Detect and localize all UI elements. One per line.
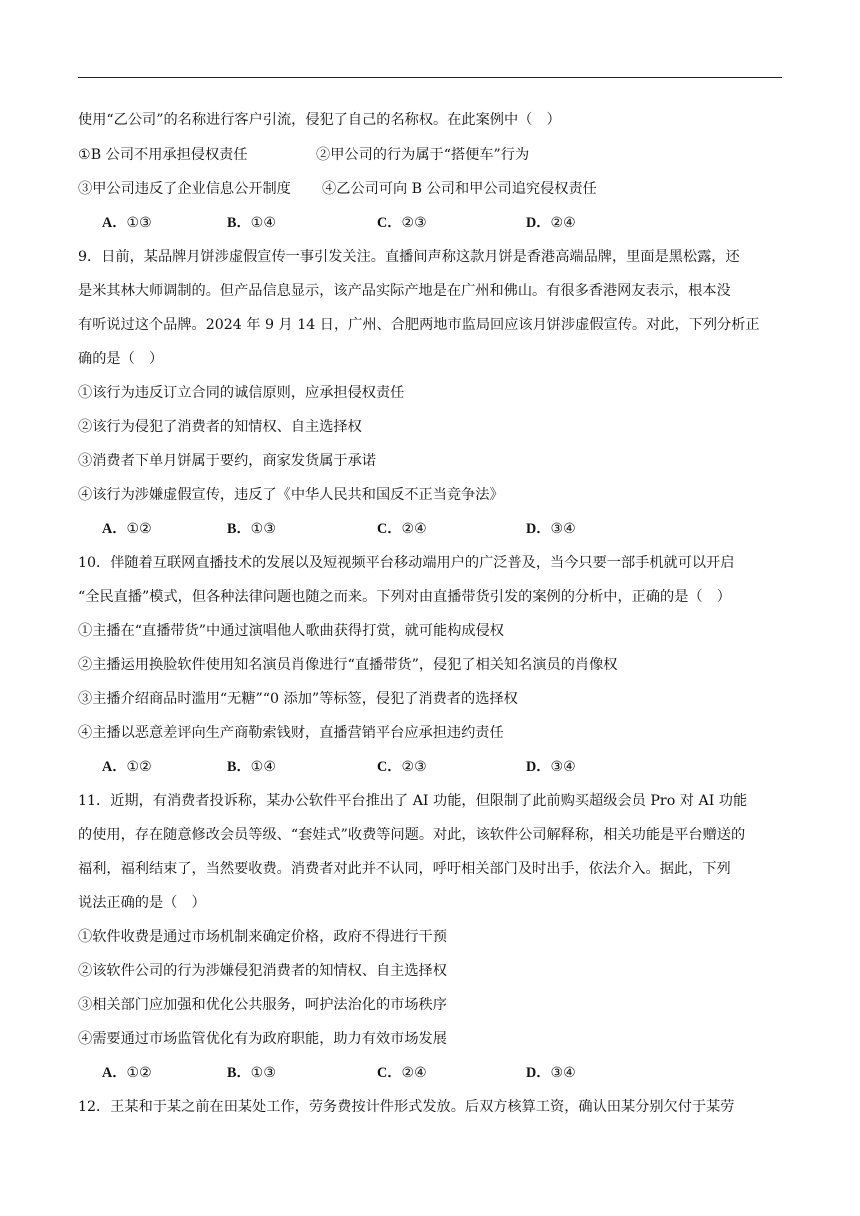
q10-statement-1: ①主播在“直播带货”中通过演唱他人歌曲获得打赏，就可能构成侵权	[78, 623, 504, 639]
option-d[interactable]: D．③④	[526, 521, 576, 537]
option-b[interactable]: B．①④	[227, 215, 277, 231]
option-a[interactable]: A．①②	[102, 759, 152, 775]
q11-statement-1: ①软件收费是通过市场机制来确定价格，政府不得进行干预	[78, 929, 447, 945]
q9-stem-line-1: 9．日前，某品牌月饼涉虚假宣传一事引发关注。直播间声称这款月饼是香港高端品牌，里面是黑松露，还	[78, 249, 740, 265]
option-c[interactable]: C．②④	[377, 1065, 427, 1081]
q9-statement-1: ①该行为违反订立合同的诚信原则，应承担侵权责任	[78, 385, 405, 401]
option-c[interactable]: C．②③	[377, 215, 427, 231]
q10-statement-4: ④主播以恶意差评向生产商勒索钱财，直播营销平台应承担违约责任	[78, 725, 504, 741]
q11-stem-line-2: 的使用，存在随意修改会员等级、“套娃式”收费等问题。对此，该软件公司解释称，相关功能是平台赠送的	[78, 827, 746, 843]
q10-statement-2: ②主播运用换脸软件使用知名演员肖像进行“直播带货”，侵犯了相关知名演员的肖像权	[78, 657, 618, 673]
q8-stem: 使用“乙公司”的名称进行客户引流，侵犯了自己的名称权。在此案例中（ ）	[78, 112, 561, 128]
option-d[interactable]: D．③④	[526, 759, 576, 775]
option-b[interactable]: B．①③	[227, 1065, 277, 1081]
q11-statement-3: ③相关部门应加强和优化公共服务，呵护法治化的市场秩序	[78, 997, 447, 1013]
option-b[interactable]: B．①③	[227, 521, 277, 537]
option-b[interactable]: B．①④	[227, 759, 277, 775]
option-a[interactable]: A．①③	[102, 215, 152, 231]
option-c[interactable]: C．②③	[377, 759, 427, 775]
q12-stem-line-1: 12．王某和于某之前在田某处工作，劳务费按计件形式发放。后双方核算工资，确认田某分别欠付于某劳	[78, 1099, 735, 1115]
q9-stem-line-2: 是米其林大师调制的。但产品信息显示，该产品实际产地是在广州和佛山。有很多香港网友表示，根本没	[78, 283, 731, 299]
q8-statement-2: ②甲公司的行为属于“搭便车”行为	[316, 147, 530, 163]
q9-statement-3: ③消费者下单月饼属于要约，商家发货属于承诺	[78, 453, 376, 469]
q11-stem-line-1: 11．近期，有消费者投诉称，某办公软件平台推出了 AI 功能，但限制了此前购买超级会员 Pro 对 AI 功能	[78, 793, 748, 809]
option-a[interactable]: A．①②	[102, 1065, 152, 1081]
q9-statement-4: ④该行为涉嫌虚假宣传，违反了《中华人民共和国反不正当竞争法》	[78, 487, 504, 503]
q9-stem-line-4: 确的是（ ）	[78, 351, 164, 367]
q10-statement-3: ③主播介绍商品时滥用“无糖”“0 添加”等标签，侵犯了消费者的选择权	[78, 691, 518, 707]
q8-statement-3: ③甲公司违反了企业信息公开制度	[78, 181, 291, 197]
option-a[interactable]: A．①②	[102, 521, 152, 537]
q11-statement-4: ④需要通过市场监管优化有为政府职能，助力有效市场发展	[78, 1031, 447, 1047]
q11-stem-line-4: 说法正确的是（ ）	[78, 895, 206, 911]
q8-statement-1: ①B 公司不用承担侵权责任	[78, 147, 248, 163]
q11-statement-2: ②该软件公司的行为涉嫌侵犯消费者的知情权、自主选择权	[78, 963, 447, 979]
q9-statement-2: ②该行为侵犯了消费者的知情权、自主选择权	[78, 419, 362, 435]
q8-statement-4: ④乙公司可向 B 公司和甲公司追究侵权责任	[322, 181, 597, 197]
option-d[interactable]: D．③④	[526, 1065, 576, 1081]
q9-stem-line-3: 有听说过这个品牌。2024 年 9 月 14 日，广州、合肥两地市监局回应该月饼涉虚假宣传。对此，下列分析正	[78, 317, 760, 333]
q10-stem-line-1: 10．伴随着互联网直播技术的发展以及短视频平台移动端用户的广泛普及，当今只要一部手机就可以开启	[78, 555, 735, 571]
header-rule	[78, 77, 782, 78]
q10-stem-line-2: “全民直播”模式，但各种法律问题也随之而来。下列对由直播带货引发的案例的分析中，正确的是（ ）	[78, 589, 731, 605]
option-c[interactable]: C．②④	[377, 521, 427, 537]
q11-stem-line-3: 福利，福利结束了，当然要收费。消费者对此并不认同，呼吁相关部门及时出手，依法介入。据此，下列	[78, 861, 731, 877]
option-d[interactable]: D．②④	[526, 215, 576, 231]
